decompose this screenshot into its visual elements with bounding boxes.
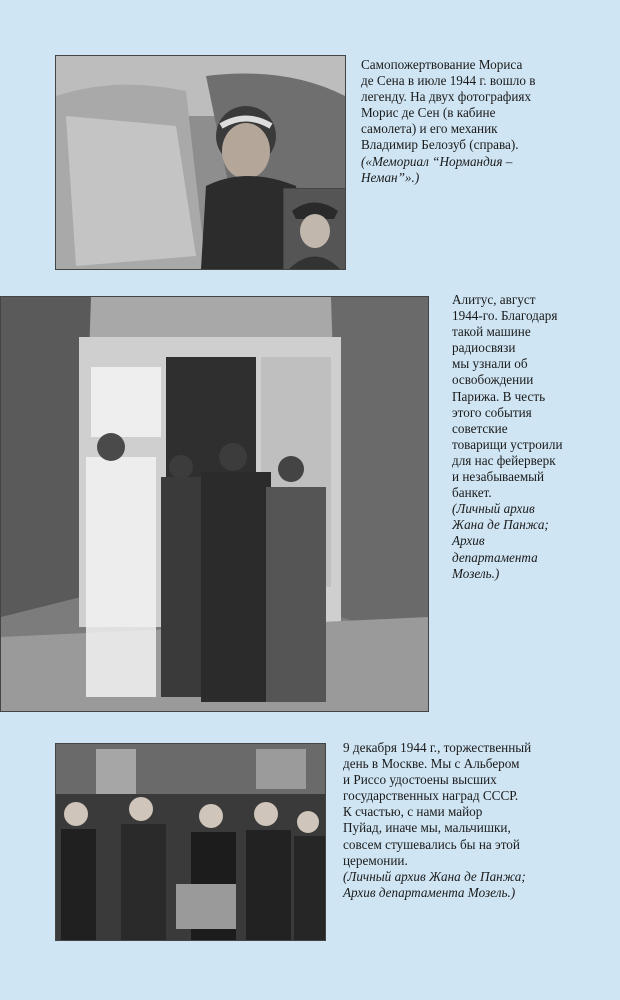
mechanic-portrait-inset [283, 188, 346, 270]
caption-moscow-ceremony [343, 740, 531, 901]
caption-line: освобождении [452, 372, 534, 388]
moscow-ceremony-photo [55, 743, 326, 941]
caption-line: день в Москве. Мы с Альбером [343, 756, 520, 772]
caption-line: товарищи устроили [452, 436, 563, 452]
caption-line: государственных наград СССР. [343, 788, 519, 804]
caption-source-line: Архив департамента Мозель.) [343, 884, 516, 900]
caption-line: советские [452, 420, 508, 436]
caption-line: 1944-го. Благодаря [452, 308, 558, 324]
caption-line: для нас фейерверк [452, 452, 556, 468]
caption-line: Самопожертвование Мориса [361, 57, 523, 72]
caption-line: де Сена в июле 1944 г. вошло в [361, 73, 536, 89]
caption-line: Пуйад, иначе мы, мальчишки, [343, 820, 511, 836]
caption-line: и Риссо удостоены высших [343, 772, 497, 788]
caption-source-line: Жана де Панжа; [452, 517, 549, 533]
caption-line: мы узнали об [452, 356, 528, 372]
caption-line: 9 декабря 1944 г., торжественный [343, 740, 532, 755]
caption-line: Парижа. В честь [452, 388, 546, 404]
caption-line: самолета) и его механик [361, 121, 498, 137]
caption-line: церемонии. [343, 852, 408, 868]
caption-line: этого события [452, 404, 532, 420]
caption-line: и незабываемый [452, 469, 545, 485]
caption-line: такой машине [452, 324, 531, 340]
caption-source-line: Архив [452, 533, 485, 549]
caption-line: радиосвязи [452, 340, 516, 356]
caption-line: совсем стушевались бы на этой [343, 836, 520, 852]
radio-truck-photo [0, 296, 429, 712]
caption-source-line: департамента [452, 549, 538, 565]
caption-line: банкет. [452, 485, 492, 501]
caption-line: Алитус, август [452, 292, 536, 307]
caption-line: К счастью, с нами майор [343, 804, 483, 820]
caption-source-line: («Мемориал “Нормандия – [361, 153, 513, 169]
caption-source-line: Мозель.) [452, 565, 500, 581]
caption-line: Владимир Белозуб (справа). [361, 137, 519, 153]
caption-source-line: Неман”».) [361, 169, 420, 185]
caption-source-line: (Личный архив [452, 501, 535, 517]
caption-alytus-1944 [452, 292, 563, 582]
caption-line: легенду. На двух фотографиях [361, 89, 532, 105]
caption-source-line: (Личный архив Жана де Панжа; [343, 868, 526, 884]
caption-maurice-de-seynes [361, 57, 535, 186]
caption-line: Морис де Сен (в кабине [361, 105, 496, 121]
